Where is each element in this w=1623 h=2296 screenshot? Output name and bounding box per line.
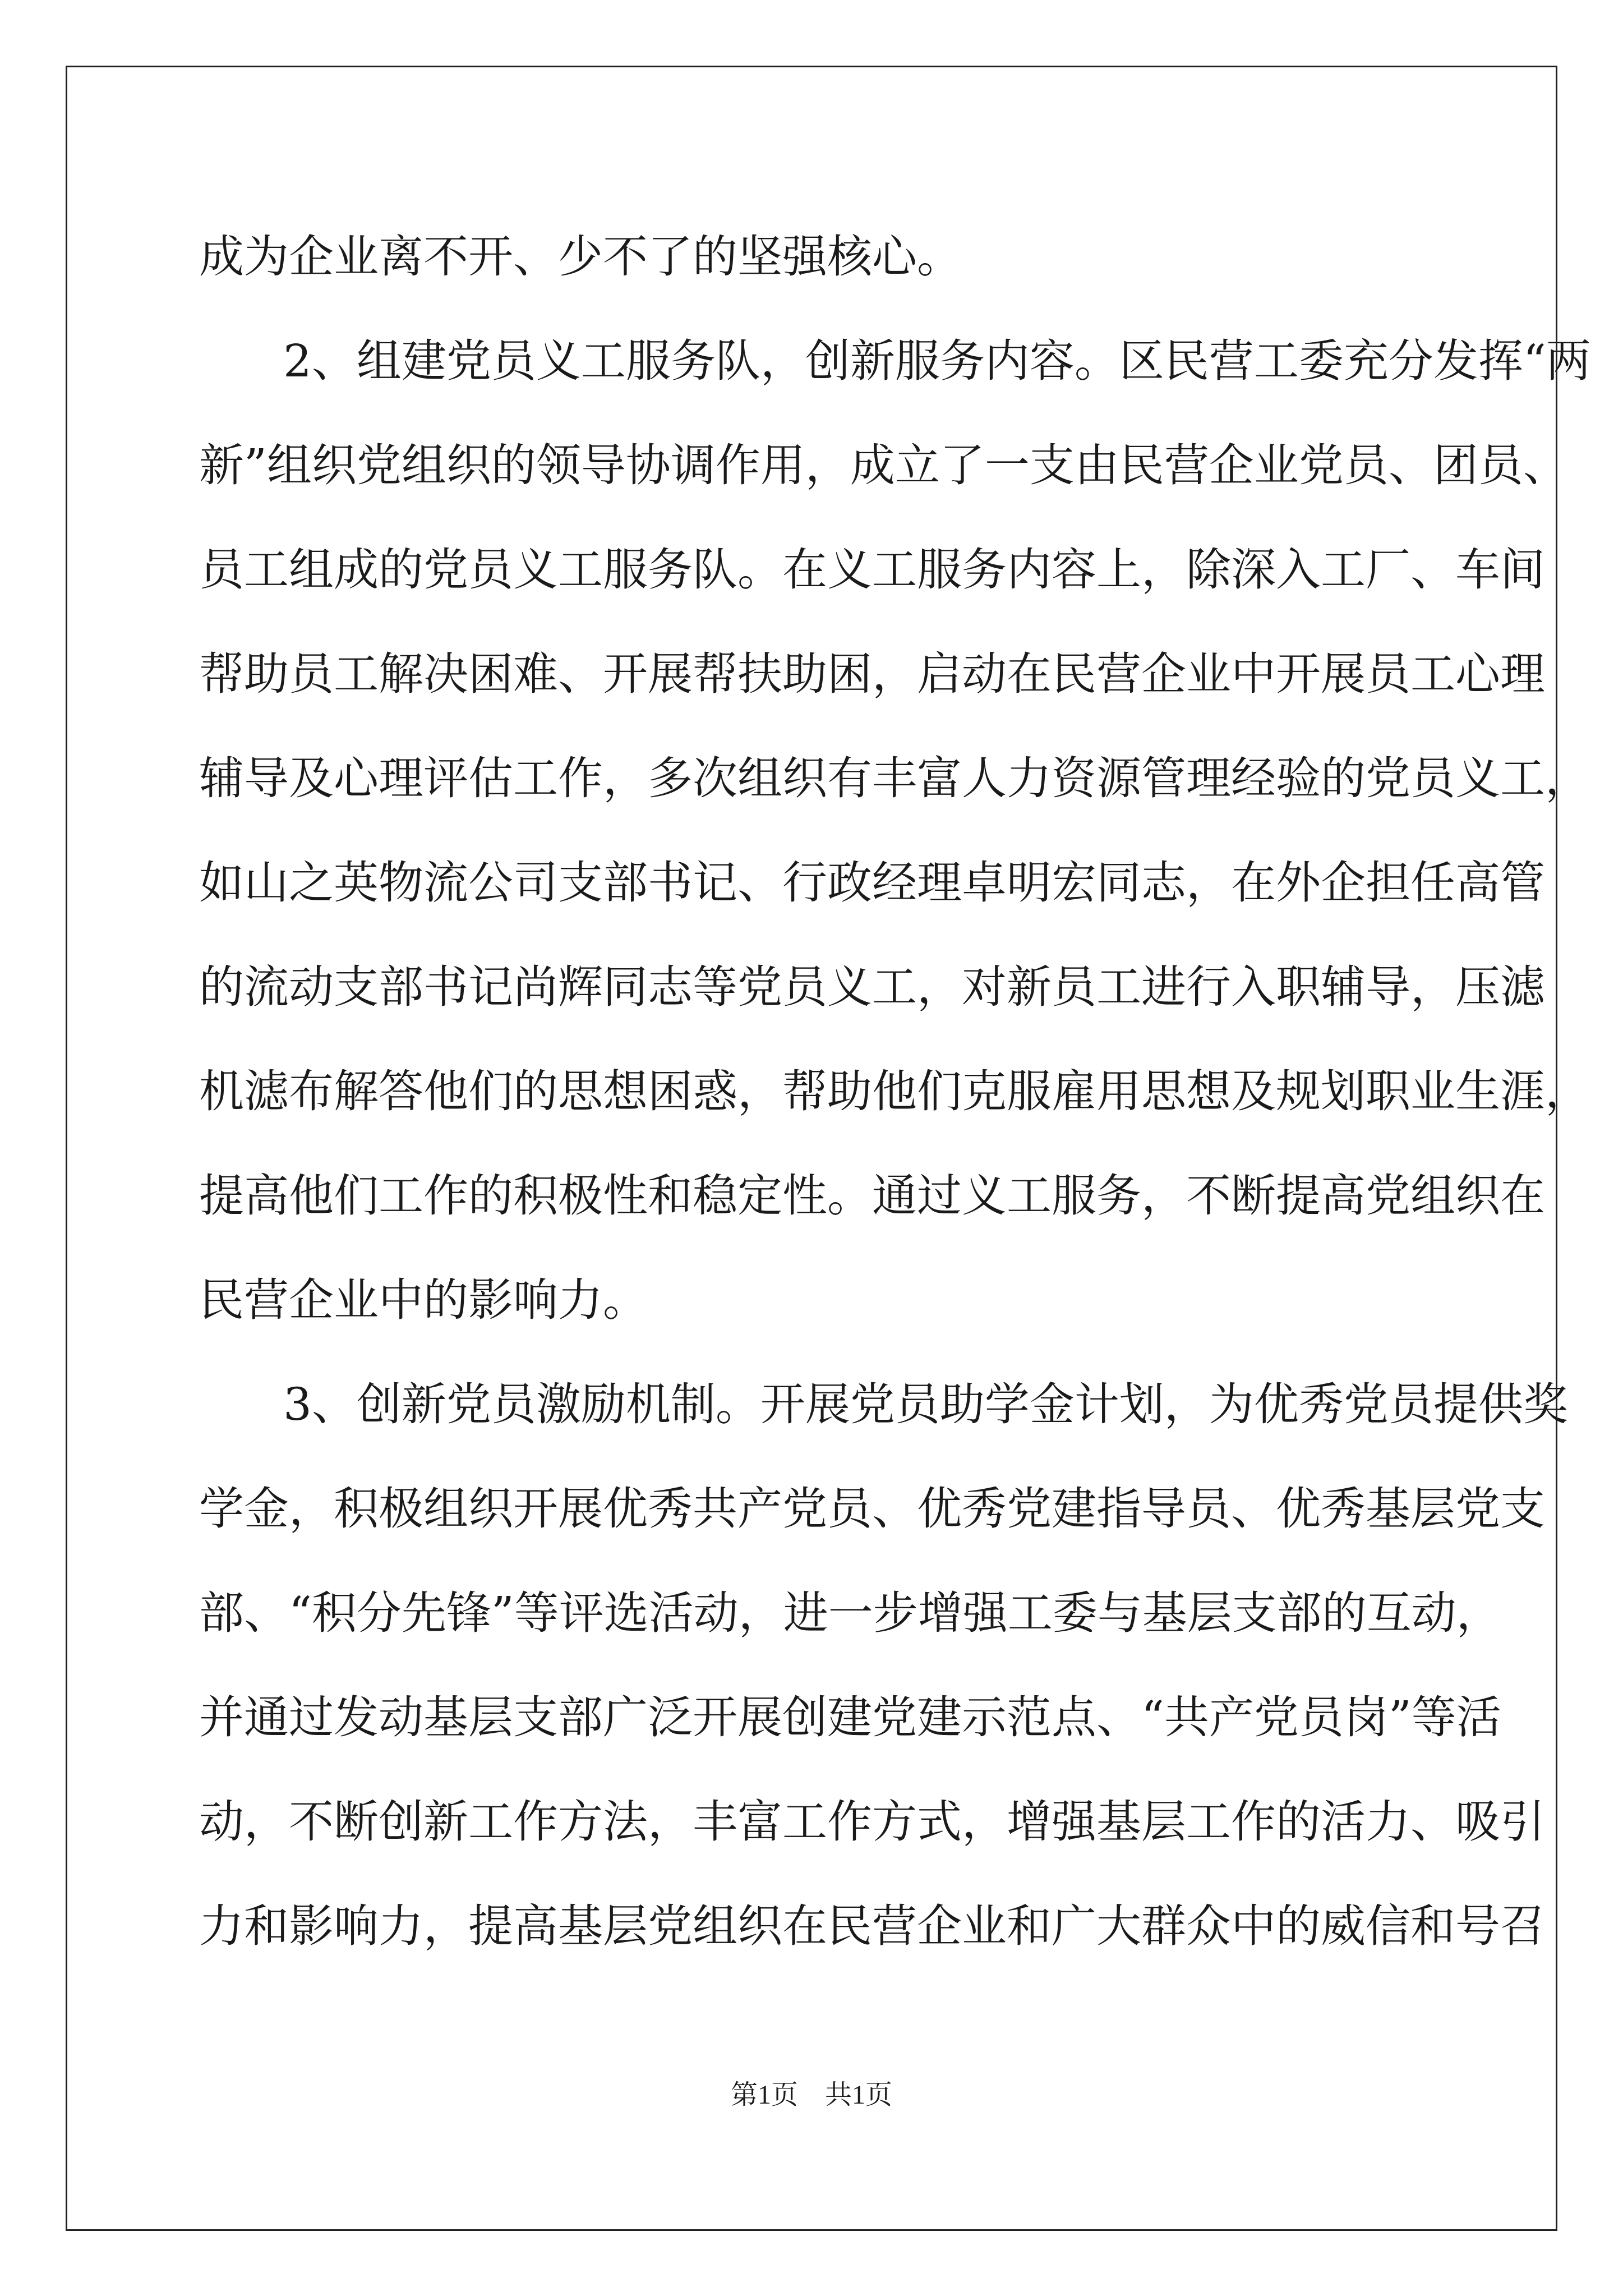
- paragraph-2-start: 2、组建党员义工服务队，创新服务内容。区民营工委充分发挥“两: [283, 335, 1591, 387]
- text-line: 辅导及心理评估工作，多次组织有丰富人力资源管理经验的党员义工，: [199, 752, 1590, 804]
- paragraph-3-start: 3、创新党员激励机制。开展党员助学金计划，为优秀党员提供奖: [283, 1378, 1568, 1430]
- text-line: 新”组织党组织的领导协调作用，成立了一支由民营企业党员、团员、: [199, 439, 1568, 491]
- text-line: 如山之英物流公司支部书记、行政经理卓明宏同志，在外企担任高管: [199, 857, 1545, 909]
- page-footer: 第1页 共1页: [730, 2080, 892, 2110]
- text-line: 动，不断创新工作方法，丰富工作方式，增强基层工作的活力、吸引: [199, 1796, 1545, 1848]
- text-line: 部、“积分先锋”等评选活动，进一步增强工委与基层支部的互动，: [199, 1587, 1501, 1639]
- text-line: 民营企业中的影响力。: [199, 1274, 648, 1326]
- text-line: 员工组成的党员义工服务队。在义工服务内容上，除深入工厂、车间: [199, 544, 1545, 596]
- text-line: 成为企业离不开、少不了的坚强核心。: [199, 231, 962, 283]
- text-line: 提高他们工作的积极性和稳定性。通过义工服务，不断提高党组织在: [199, 1170, 1545, 1222]
- text-line: 并通过发动基层支部广泛开展创建党建示范点、“共产党员岗”等活: [199, 1691, 1501, 1743]
- text-line: 帮助员工解决困难、开展帮扶助困，启动在民营企业中开展员工心理: [199, 648, 1545, 700]
- text-line: 的流动支部书记尚辉同志等党员义工，对新员工进行入职辅导，压滤: [199, 961, 1545, 1013]
- text-line: 学金，积极组织开展优秀共产党员、优秀党建指导员、优秀基层党支: [199, 1483, 1545, 1535]
- text-line: 力和影响力，提高基层党组织在民营企业和广大群众中的威信和号召: [199, 1900, 1545, 1952]
- text-line: 机滤布解答他们的思想困惑，帮助他们克服雇用思想及规划职业生涯，: [199, 1065, 1590, 1117]
- document-body: [199, 205, 1591, 1978]
